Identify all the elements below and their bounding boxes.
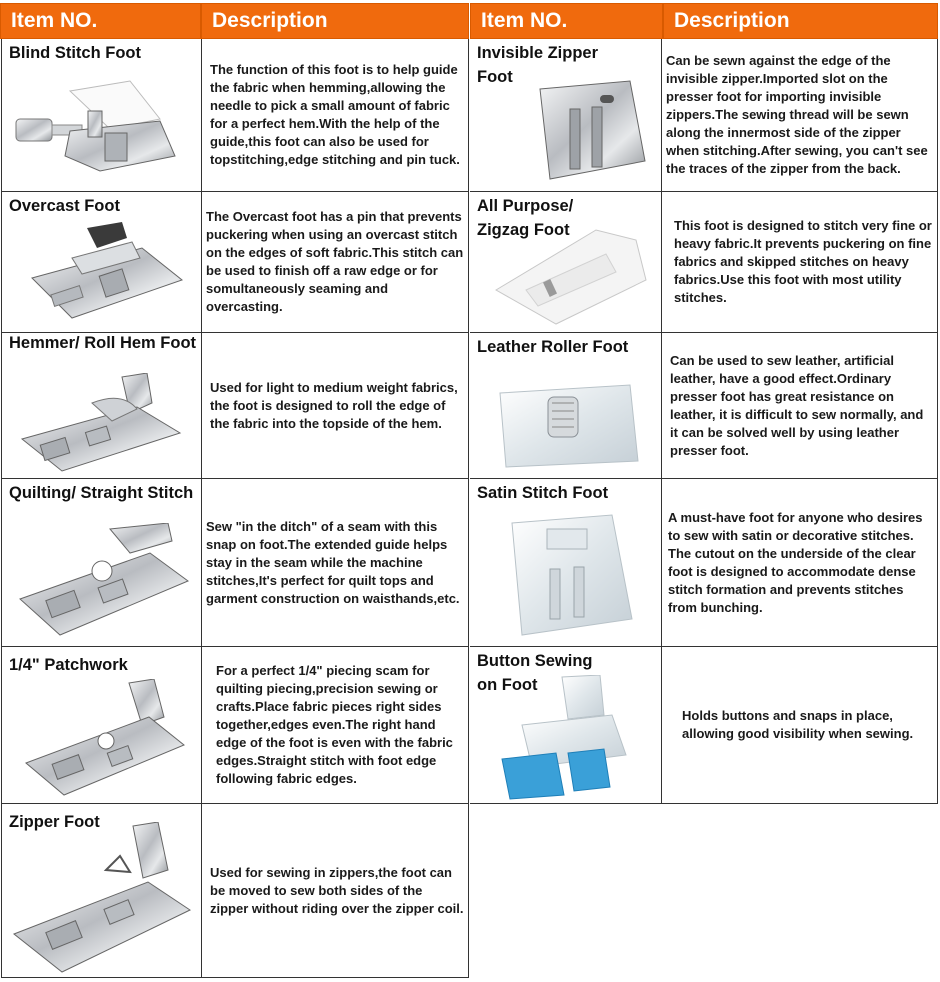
item-cell bbox=[470, 647, 662, 803]
patchwork-foot-icon bbox=[14, 679, 199, 801]
description-cell: Used for light to medium weight fabrics, the foot is designed to roll the edge of the fabric into the topside of the hem. bbox=[210, 379, 458, 431]
table-row bbox=[470, 192, 938, 333]
description-cell: The Overcast foot has a pin that prevents puckering when using an overcast stitch on the edges of soft fabric.This stitch can be used to finish off a raw edge or for somultaneously seaming and overcasting. bbox=[206, 209, 464, 314]
description-cell: Can be sewn against the edge of the invisible zipper.Imported slot on the presser foot for importing invisible zippers.The sewing thread will be sewn along the innermost side of the zipper when stitching.After sewing, you can't see the traces of the zipper from the back. bbox=[666, 53, 928, 176]
item-cell bbox=[470, 479, 662, 646]
item-cell bbox=[2, 647, 202, 803]
description-cell: A must-have foot for anyone who desires to sew with satin or decorative stitches. The cutout on the underside of the clear foot is designed to accommodate dense stitch formation and prevents stitches from bunching. bbox=[668, 509, 923, 615]
description-cell: This foot is designed to stitch very fine or heavy fabric.It prevents puckering on fine fabrics and skipped stitches on heavy fabrics.Use this foot with most utility stitches. bbox=[674, 218, 932, 305]
item-cell bbox=[2, 479, 202, 646]
item-cell bbox=[2, 192, 202, 332]
table-row bbox=[470, 647, 938, 804]
item-name: Satin Stitch Foot bbox=[477, 484, 609, 502]
overcast-foot-icon bbox=[12, 218, 197, 330]
item-cell bbox=[470, 39, 662, 191]
item-name: 1/4" Patchwork bbox=[9, 656, 128, 674]
item-no-header: Item NO. bbox=[470, 3, 663, 39]
description-cell: For a perfect 1/4" piecing scam for quilting piecing,precision sewing or crafts.Place fabric pieces right sides together,edges even.The right hand edge of the foot is even with the fabric edges.Straight stitch with foot edge following fabric edges. bbox=[216, 663, 453, 786]
table-row bbox=[1, 39, 469, 192]
item-cell bbox=[470, 333, 662, 478]
table-row bbox=[1, 479, 469, 647]
table-row bbox=[1, 804, 469, 978]
zipper-foot-icon bbox=[8, 822, 198, 976]
item-name: Leather Roller Foot bbox=[477, 338, 629, 356]
item-name: Button Sewing on Foot bbox=[477, 652, 593, 694]
table-row bbox=[470, 479, 938, 647]
item-cell bbox=[2, 333, 202, 478]
description-cell: Used for sewing in zippers,the foot can be moved to sew both sides of the zipper without riding over the zipper coil. bbox=[210, 864, 464, 916]
description-cell: Holds buttons and snaps in place, allowing good visibility when sewing. bbox=[682, 708, 914, 741]
description-header: Description bbox=[201, 3, 469, 39]
item-name: All Purpose/ Zigzag Foot bbox=[477, 197, 574, 239]
item-name: Quilting/ Straight Stitch bbox=[9, 484, 194, 502]
description-cell: The function of this foot is to help guide the fabric when hemming,allowing the needle to pick a small amount of fabric for a perfect hem.With the help of the guide,this foot can also be used for topstitching,edge stitching and pin tuck. bbox=[210, 62, 460, 167]
satin-stitch-foot-icon bbox=[492, 509, 652, 643]
item-cell bbox=[470, 192, 662, 332]
table-row bbox=[470, 39, 938, 192]
item-name: Hemmer/ Roll Hem Foot bbox=[9, 334, 197, 352]
quilting-foot-icon bbox=[10, 523, 198, 643]
table-row bbox=[1, 192, 469, 333]
item-name: Invisible Zipper Foot bbox=[477, 44, 599, 86]
right-header-row bbox=[470, 3, 940, 39]
description-cell: Sew "in the ditch" of a seam with this snap on foot.The extended guide helps stay in the seam while the machine stitches,It's perfect for quilt tops and garment construction on waisthands,etc. bbox=[206, 518, 460, 606]
description-cell: Can be used to sew leather, artificial leather, have a good effect.Ordinary presser foot has great resistance on leather, it is difficult to sew normally, and it can be solved well by using leather presser foot. bbox=[670, 352, 924, 458]
table-row bbox=[1, 333, 469, 479]
blind-stitch-foot-icon bbox=[10, 71, 195, 189]
table-row bbox=[1, 647, 469, 804]
item-cell bbox=[2, 39, 202, 191]
item-name: Overcast Foot bbox=[9, 197, 120, 215]
item-name: Blind Stitch Foot bbox=[9, 44, 141, 62]
description-header: Description bbox=[663, 3, 938, 39]
item-name: Zipper Foot bbox=[9, 813, 100, 831]
item-cell bbox=[2, 804, 202, 977]
leather-roller-foot-icon bbox=[490, 363, 650, 475]
roll-hem-foot-icon bbox=[12, 373, 197, 477]
table-row bbox=[470, 333, 938, 479]
left-header-row bbox=[0, 3, 470, 39]
item-no-header: Item NO. bbox=[0, 3, 201, 39]
